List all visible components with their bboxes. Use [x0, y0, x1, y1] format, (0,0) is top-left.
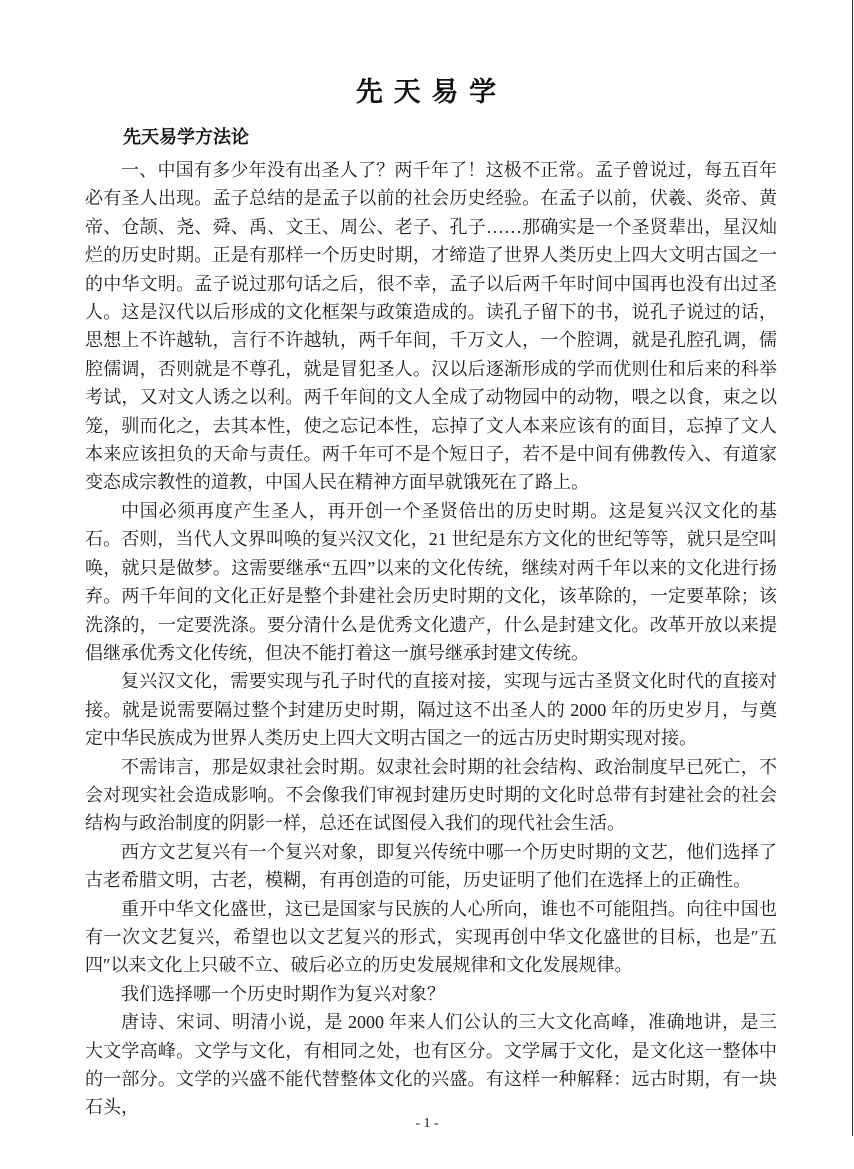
document-body — [0, 156, 854, 1122]
paragraph: 我们选择哪一个历史时期作为复兴对象？ — [121, 983, 445, 1004]
page-number: - 1 - — [415, 1116, 439, 1131]
paragraph: 西方文艺复兴有一个复兴对象，即复兴传统中哪一个历史时期的文艺，他们选择了古老希腊文明，古老，模糊，有再创造的可能，历史证明了他们在选择上的正确性。 — [85, 841, 777, 891]
paragraph: 复兴汉文化，需要实现与孔子时代的直接对接，实现与远古圣贤文化时代的直接对接。就是说需要隔过整个封建历史时期，隔过这不出圣人的 2000 年的历史岁月，与奠定中华民族成为世界人类历史上四大文明古国之一的远古历史时期实现对接。 — [85, 671, 777, 749]
paragraph: 重开中华文化盛世，这已是国家与民族的人心所向，谁也不可能阻挡。向往中国也有一次文艺复兴，希望也以文艺复兴的形式，实现再创中华文化盛世的目标，也是″五四″以来文化上只破不立、破后必立的历史发展规律和文化发展规律。 — [85, 898, 777, 976]
paragraph: 一、中国有多少年没有出圣人了？两千年了！这极不正常。孟子曾说过，每五百年必有圣人出现。孟子总结的是孟子以前的社会历史经验。在孟子以前，伏羲、炎帝、黄帝、仓颉、尧、舜、禹、文王、周公、老子、孔子……那确实是一个圣贤辈出，星汉灿烂的历史时期。正是有那样一个历史时期，才缔造了世界人类历史上四大文明古国之一的中华文明。孟子说过那句话之后，很不幸，孟子以后两千年时间中国再也没有出过圣人。这是汉代以后形成的文化框架与政策造成的。读孔子留下的书，说孔子说过的话，思想上不许越轨，言行不许越轨，两千年间，千万文人，一个腔调，就是孔腔孔调，儒腔儒调，否则就是不尊孔，就是冒犯圣人。汉以后逐渐形成的学而优则仕和后来的科举考试，又对文人诱之以利。两千年间的文人全成了动物园中的动物，喂之以食，束之以笼，驯而化之，去其本性，使之忘记本性，忘掉了文人本来应该有的面目，忘掉了文人本来应该担负的天命与责任。两千年可不是个短日子，若不是中间有佛教传入、有道家变态成宗教性的道教，中国人民在精神方面早就饿死在了路上。 — [85, 160, 777, 493]
page-edge-line — [852, 0, 853, 1136]
page-title: 先 天 易 学 — [355, 77, 499, 107]
paragraph: 唐诗、宋词、明清小说，是 2000 年来人们公认的三大文化高峰，准确地讲，是三大文学高峰。文学与文化，有相同之处，也有区分。文学属于文化，是文化这一整体中的一部分。文学的兴盛不能代替整体文化的兴盛。有这样一种解释：远古时期，有一块石头， — [85, 1012, 777, 1118]
paragraph: 不需讳言，那是奴隶社会时期。奴隶社会时期的社会结构、政治制度早已死亡，不会对现实社会造成影响。不会像我们审视封建历史时期的文化时总带有封建社会的社会结构与政治制度的阴影一样，总还在试图侵入我们的现代社会生活。 — [85, 756, 777, 834]
paragraph: 中国必须再度产生圣人，再开创一个圣贤倍出的历史时期。这是复兴汉文化的基石。否则，当代人文界叫唤的复兴汉文化，21 世纪是东方文化的世纪等等，就只是空叫唤，就只是做梦。这需要继承“五四”以来的文化传统，继续对两千年以来的文化进行扬弃。两千年间的文化正好是整个卦建社会历史时期的文化，该革除的，一定要革除；该洗涤的，一定要洗涤。要分清什么是优秀文化遗产，什么是封建文化。改革开放以来提倡继承优秀文化传统，但决不能打着这一旗号继承封建文传统。 — [85, 500, 777, 663]
section-heading: 先天易学方法论 — [123, 127, 249, 147]
